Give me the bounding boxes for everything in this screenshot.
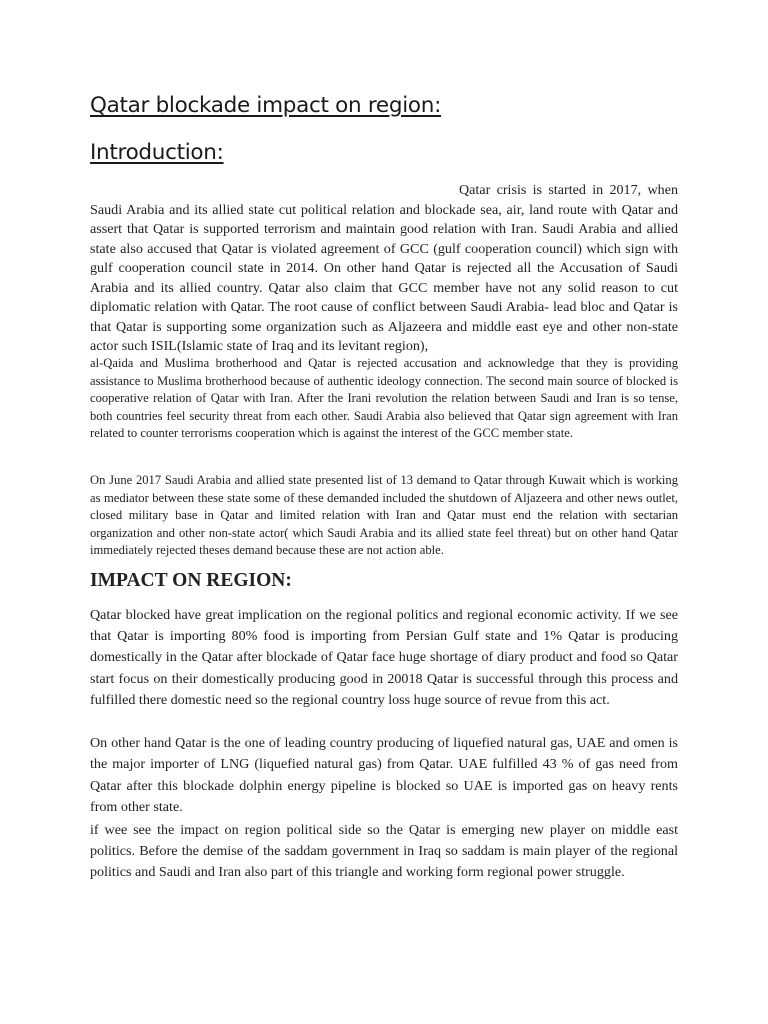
impact-paragraph-gas: On other hand Qatar is the one of leading country producing of liquefied natural gas, UAE and omen is the major importer of LNG (liquefied natural gas) from Qatar. UAE fulfilled 43 % of gas need from Qatar after this blockade dolphin energy pipeline is blocked so UAE is imported gas on heavy rents from other state. [90,735,678,816]
introduction-heading: Introduction: [90,140,224,165]
impact-heading: IMPACT ON REGION: [90,570,292,591]
introduction-paragraph-large: Qatar crisis is started in 2017, when Saudi Arabia and its allied state cut political relation and blockade sea, air, land route with Qatar and assert that Qatar is supported terrorism and maintain good relation with Iran. Saudi Arabia and allied state also accused that Qatar is violated agreement of GCC (gulf cooperation council) which sign with gulf cooperation council state in 2014. On other hand Qatar is rejected all the Accusation of Saudi Arabia and its allied country. Qatar also claim that GCC member have not any solid reason to cut diplomatic relation with Qatar. The root cause of conflict between Saudi Arabia- lead bloc and Qatar is that Qatar is supporting some organization such as Aljazeera and middle east eye and other non-state actor such ISIL(Islamic state of Iraq and its levitant region), [90,182,678,354]
impact-paragraph-politics: if wee see the impact on region political side so the Qatar is emerging new player on middle east politics. Before the demise of the saddam government in Iraq so saddam is main player of the regional politics and Saudi and Iran also part of this triangle and working form regional power struggle. [90,822,678,881]
introduction-paragraph-small: al-Qaida and Muslima brotherhood and Qatar is rejected accusation and acknowledge that they is providing assistance to Muslima brotherhood because of authentic ideology connection. The second main source of blocked is cooperative relation of Qatar with Iran. After the Irani revolution the relation between Saudi and Iran is so tense, both countries feel security threat from each other. Saudi Arabia also believed that Qatar sign agreement with Iran related to counter terrorisms cooperation which is against the interest of the GCC member state. [90,356,678,441]
document-title: Qatar blockade impact on region: [90,93,442,118]
june-2017-paragraph: On June 2017 Saudi Arabia and allied state presented list of 13 demand to Qatar through Kuwait which is working as mediator between these state some of these demanded included the shutdown of Aljazeera and other news outlet, closed military base in Qatar and limited relation with Iran and Qatar must end the relation with sectarian organization and other non-state actor( which Saudi Arabia and its allied state feel threat) but on other hand Qatar immediately rejected theses demand because these are not action able. [90,473,678,557]
impact-paragraph-economy: Qatar blocked have great implication on the regional politics and regional economic activity. If we see that Qatar is importing 80% food is importing from Persian Gulf state and 1% Qatar is producing domestically in the Qatar after blockade of Qatar face huge shortage of diary product and food so Qatar start focus on their domestically producing good in 20018 Qatar is successful through this process and fulfilled there domestic need so the regional country loss huge source of revue from this act. [90,607,678,708]
